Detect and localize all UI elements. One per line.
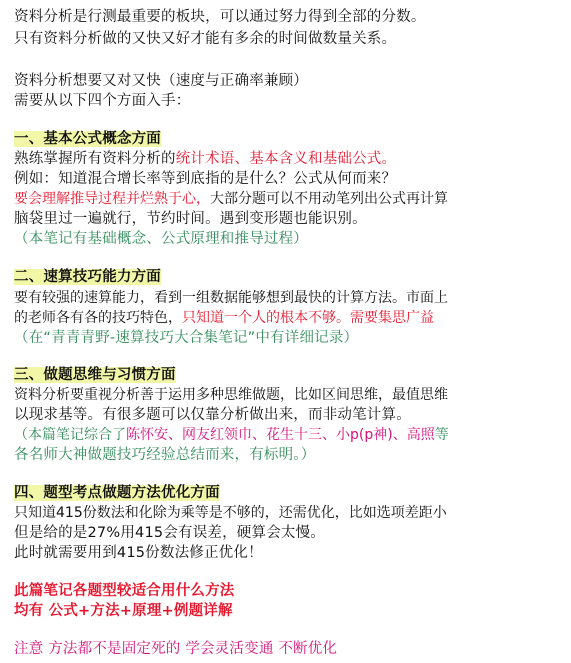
section-4-line-2: 但是给的是27%用415会有误差，硬算会太慢。 <box>14 525 326 541</box>
section-3-heading-row <box>14 366 564 385</box>
section-1-text-2: 大部分题可以不用动笔列出公式再计算 <box>210 191 448 207</box>
section-4-heading-row <box>14 484 564 503</box>
section-1-line-1 <box>14 150 564 169</box>
section-1-line-2: 例如：知道混合增长率等到底指的是什么？公式从何而来？ <box>14 171 397 187</box>
section-1-heading-row <box>14 130 564 149</box>
section-3-line-2: 以现求基等。有很多题可以仅靠分析做出来，而非动笔计算。 <box>14 407 411 423</box>
section-4-line-1: 只知道415份数法和化除为乘等是不够的，还需优化，比如选项差距小 <box>14 505 447 521</box>
section-3-heading: 三、做题思维与习惯方面 <box>14 367 176 383</box>
section-1-text: 熟练掌握所有资料分析的 <box>14 151 176 167</box>
section-2-red-text: 只知道一个人的根本不够。需要集思广益 <box>182 310 434 326</box>
summary-line-1: 此篇笔记各题型较适合用什么方法 <box>14 583 235 599</box>
section-2-text: 的老师各有各的技巧特色， <box>14 310 182 326</box>
section-4-line-3: 此时就需要用到415份数法修正优化！ <box>14 545 263 561</box>
section-1-red-text-2: 要会理解推导过程并烂熟于心， <box>14 191 210 207</box>
section-1-line-4: 脑袋里过一遍就行，节约时间。遇到变形题也能识别。 <box>14 211 367 227</box>
section-3-note-line-2: 各名师大神做题技巧经验总结而来，有标明。） <box>14 447 316 463</box>
intro-line-1: 资料分析是行测最重要的板块，可以通过努力得到全部的分数。 <box>14 9 426 25</box>
section-2-heading-row <box>14 268 564 287</box>
intro-line-3: 资料分析想要又对又快（速度与正确率兼顾） <box>14 73 308 89</box>
section-2-line-1: 要有较强的速算能力，看到一组数据能够想到最快的计算方法。市面上 <box>14 290 448 306</box>
section-2-note: （在“青青青野-速算技巧大合集笔记”中有详细记录） <box>14 330 359 346</box>
section-3-teacher-names: 陈怀安、网友红领巾、花生十三、小p(p神)、高照 <box>126 427 435 443</box>
section-3-line-1: 资料分析要重视分析善于运用多种思维做题，比如区间思维，最值思维 <box>14 387 448 403</box>
summary-line-2: 均有 公式+方法+原理+例题详解 <box>14 603 233 619</box>
section-1-red-text: 统计术语、基本含义和基础公式。 <box>175 151 397 167</box>
section-2-line-2 <box>14 309 564 328</box>
section-1-note: （本笔记有基础概念、公式原理和推导过程） <box>14 231 308 247</box>
section-3-note-line-1 <box>14 426 564 445</box>
section-4-heading: 四、题型考点做题方法优化方面 <box>14 485 220 501</box>
section-1-line-3 <box>14 190 564 209</box>
section-1-heading: 一、基本公式概念方面 <box>14 131 161 147</box>
section-2-heading: 二、速算技巧能力方面 <box>14 269 161 285</box>
intro-line-4: 需要从以下四个方面入手： <box>14 93 191 109</box>
section-3-note-suffix: 等 <box>434 427 449 443</box>
section-3-note-prefix: （本篇笔记综合了 <box>14 427 126 443</box>
footer-note: 注意 方法都不是固定死的 学会灵活变通 不断优化 <box>14 641 338 657</box>
intro-line-2: 只有资料分析做的又快又好才能有多余的时间做数量关系。 <box>14 31 397 47</box>
